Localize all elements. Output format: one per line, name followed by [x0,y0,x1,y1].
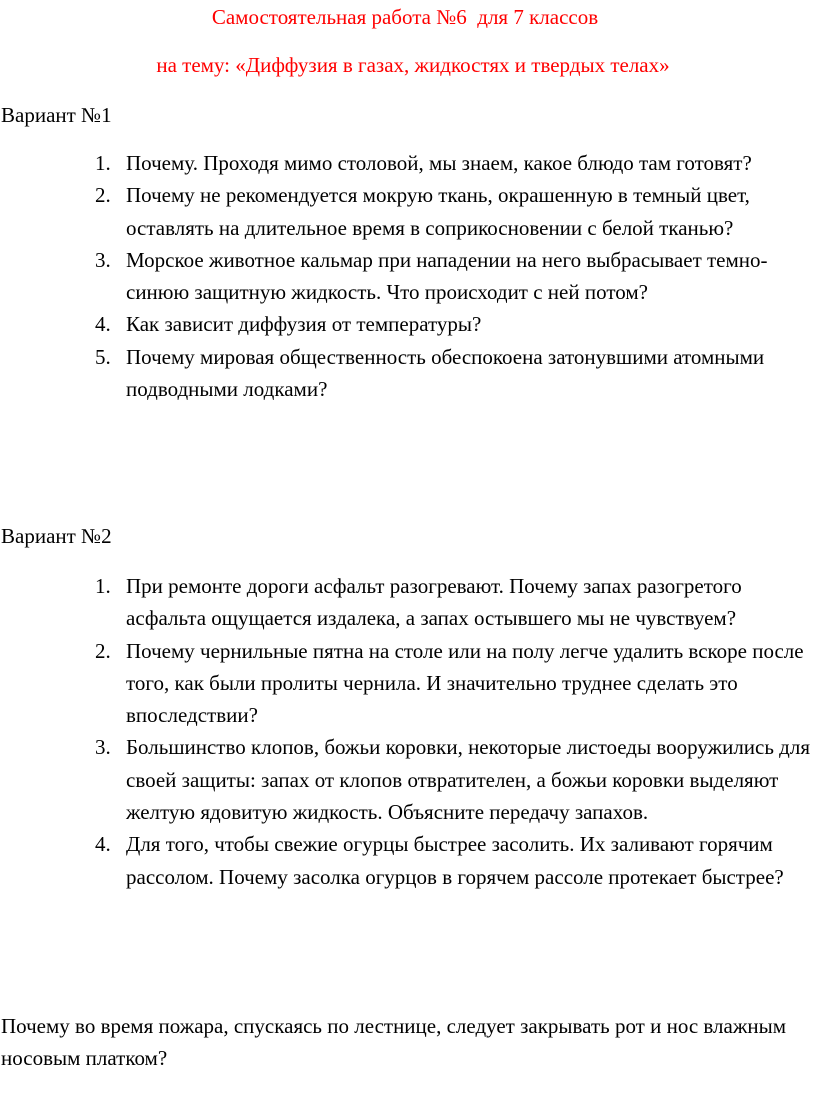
question-number: 1. [95,151,111,175]
variant-1-question-list [0,147,816,405]
list-item [0,244,816,309]
question-text: Большинство клопов, божьи коровки, некоторые листоеды вооружились для своей защиты: запах от клопов отвратителен, а божьи коровки выделяют желтую ядовитую жидкость. Объясните передачу запахов. [126,735,811,825]
question-text: Морское животное кальмар при нападении на него выбрасывает темно-синюю защитную жидкость. Что происходит с ней потом? [126,247,768,305]
question-number: 4. [95,312,111,337]
question-number: 3. [95,735,111,760]
document-title: Самостоятельная работа №6 для 7 классов [211,5,599,29]
question-text: Почему мировая общественность обеспокоена затонувшими атомными подводными лодками? [126,344,765,402]
question-text: Почему чернильные пятна на столе или на полу легче удалить вскоре после того, как были пролиты чернила. И значительно труднее сделать это впоследствии? [126,638,804,728]
list-item [0,635,816,732]
list-item [0,308,816,340]
list-item [0,731,816,828]
question-text: Для того, чтобы свежие огурцы быстрее засолить. Их заливают горячим рассолом. Почему засолка огурцов в горячем рассоле протекает быстрее? [126,832,784,889]
question-text: Почему не рекомендуется мокрую ткань, окрашенную в темный цвет, оставлять на длительное время в соприкосновении с белой тканью? [126,183,750,240]
list-item [0,179,816,244]
question-number: 3. [95,247,111,272]
final-question: Почему во время пожара, спускаясь по лестнице, следует закрывать рот и нос влажным носовым платком? [1,1014,787,1071]
question-number: 1. [95,574,111,598]
question-number: 4. [95,832,111,857]
question-number: 2. [95,183,111,208]
question-number: 2. [95,638,111,663]
question-number: 5. [95,344,111,369]
list-item [0,828,816,893]
list-item [0,570,816,635]
question-text: Как зависит диффузия от температуры? [126,312,482,337]
document-topic: на тему: «Диффузия в газах, жидкостях и твердых телах» [156,53,670,77]
variant-2-heading: Вариант №2 [1,524,112,548]
variant-1-heading: Вариант №1 [1,103,112,127]
list-item [0,147,816,179]
question-text: Почему. Проходя мимо столовой, мы знаем, какое блюдо там готовят? [126,151,752,175]
question-text: При ремонте дороги асфальт разогревают. Почему запах разогретого асфальта ощущается издалека, а запах остывшего мы не чувствуем? [126,574,742,631]
variant-2-question-list [0,570,816,893]
list-item [0,341,816,406]
